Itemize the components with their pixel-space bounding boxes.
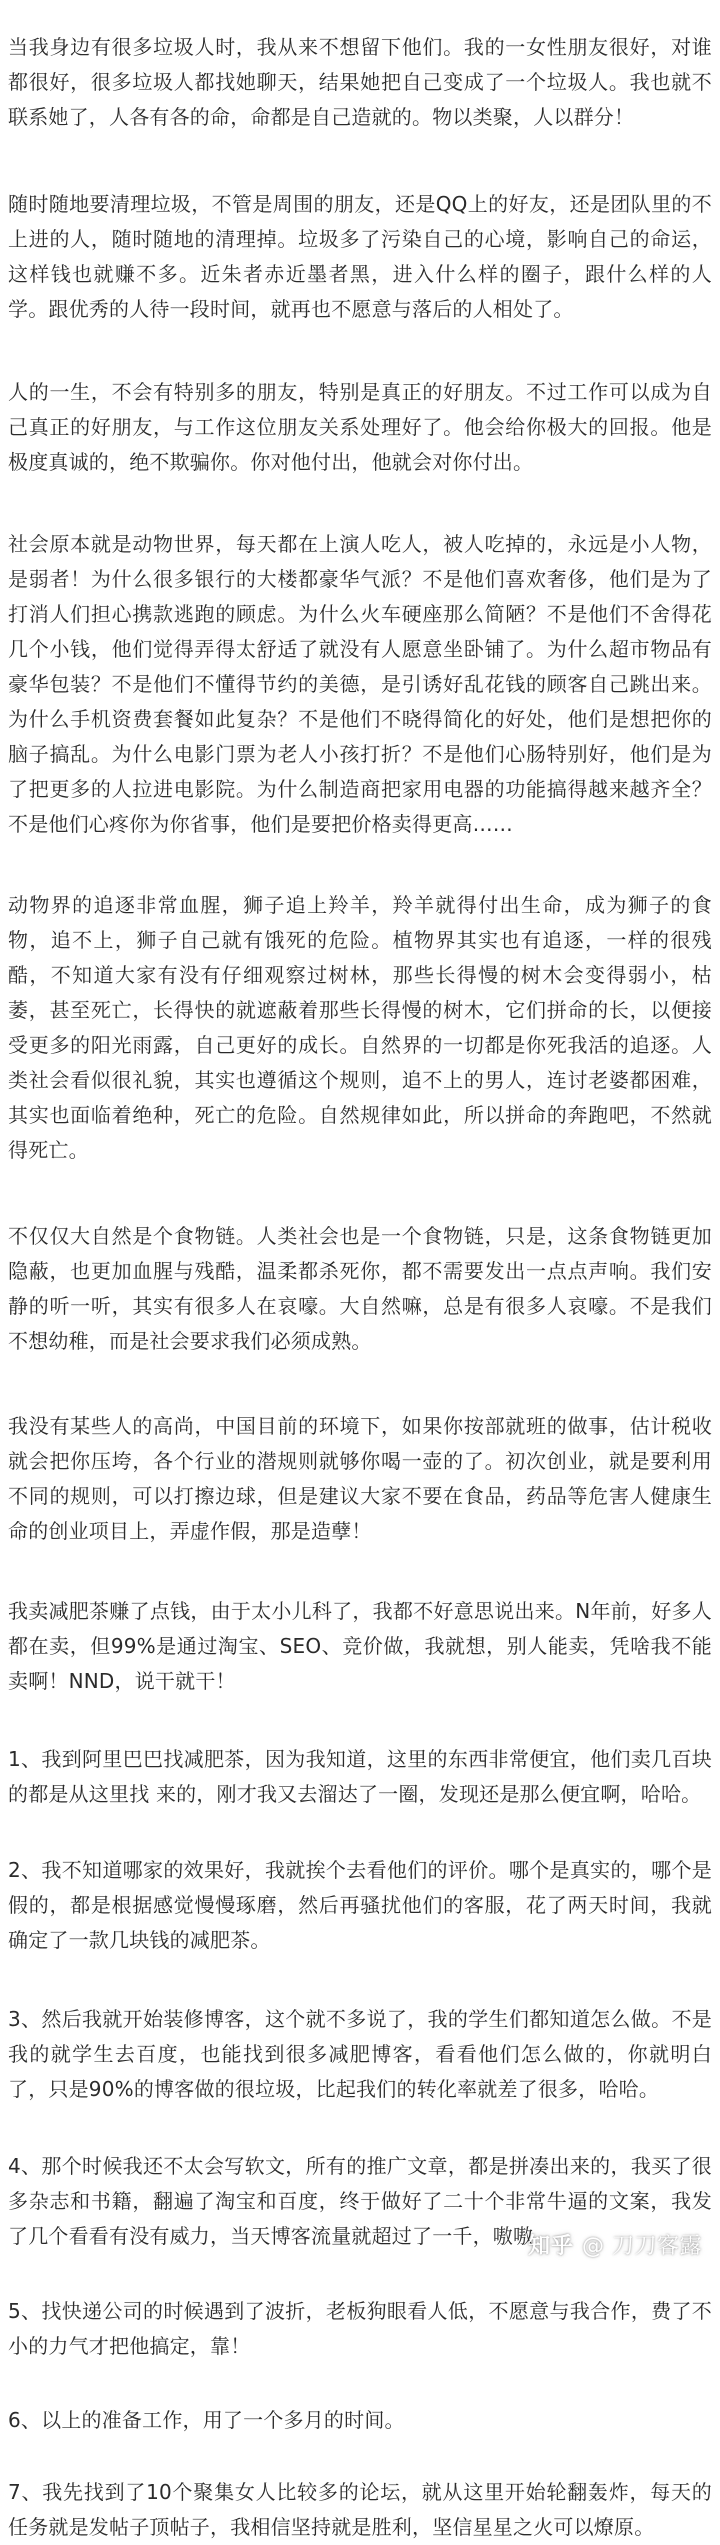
article-paragraph-10: 2、我不知道哪家的效果好，我就挨个去看他们的评价。哪个是真实的，哪个是假的，都是根据感觉慢慢琢磨，然后再骚扰他们的客服，花了两天时间，我就确定了一款几块钱的减肥茶。 <box>8 1858 712 1952</box>
watermark-author: 刀刀客露 <box>611 2234 702 2259</box>
article-paragraph-13: 5、找快递公司的时候遇到了波折，老板狗眼看人低，不愿意与我合作，费了不小的力气才把他搞定，靠！ <box>8 2299 712 2358</box>
article-paragraph-4: 社会原本就是动物世界，每天都在上演人吃人，被人吃掉的，永远是小人物，是弱者！为什么很多银行的大楼都豪华气派？不是他们喜欢奢侈，他们是为了打消人们担心携款逃跑的顾虑。为什么火车硬座那么简陋？不是他们不舍得花几个小钱，他们觉得弄得太舒适了就没有人愿意坐卧铺了。为什么超市物品有豪华包装？不是他们不懂得节约的美德，是引诱好乱花钱的顾客自己跳出来。为什么手机资费套餐如此复杂？不是他们不晓得简化的好处，他们是想把你的脑子搞乱。为什么电影门票为老人小孩打折？不是他们心肠特别好，他们是为了把更多的人拉进电影院。为什么制造商把家用电器的功能搞得越来越齐全？不是他们心疼你为你省事，他们是要把价格卖得更高…… <box>8 532 712 836</box>
article-paragraph-7: 我没有某些人的高尚，中国目前的环境下，如果你按部就班的做事，估计税收就会把你压垮，各个行业的潜规则就够你喝一壶的了。初次创业，就是要利用不同的规则，可以打擦边球，但是建议大家不要在食品，药品等危害人健康生命的创业项目上，弄虚作假，那是造孽！ <box>8 1414 712 1543</box>
article-paragraph-5: 动物界的追逐非常血腥，狮子追上羚羊，羚羊就得付出生命，成为狮子的食物，追不上，狮子自己就有饿死的危险。植物界其实也有追逐，一样的很残酷，不知道大家有没有仔细观察过树林，那些长得慢的树木会变得弱小，枯萎，甚至死亡，长得快的就遮蔽着那些长得慢的树木，它们拼命的长，以便接受更多的阳光雨露，自己更好的成长。自然界的一切都是你死我活的追逐。人类社会看似很礼貌，其实也遵循这个规则，追不上的男人，连讨老婆都困难，其实也面临着绝种，死亡的危险。自然规律如此，所以拼命的奔跑吧，不然就得死亡。 <box>8 893 712 1162</box>
article-paragraph-9: 1、我到阿里巴巴找减肥茶，因为我知道，这里的东西非常便宜，他们卖几百块的都是从这里找 来的，刚才我又去溜达了一圈，发现还是那么便宜啊，哈哈。 <box>8 1747 712 1806</box>
article-paragraph-8: 我卖减肥茶赚了点钱，由于太小儿科了，我都不好意思说出来。N年前，好多人都在卖，但99%是通过淘宝、SEO、竞价做，我就想，别人能卖，凭啥我不能卖啊！NND，说干就干！ <box>8 1599 712 1693</box>
watermark-separator: @ <box>581 2234 604 2259</box>
article-paragraph-6: 不仅仅大自然是个食物链。人类社会也是一个食物链，只是，这条食物链更加隐蔽，也更加血腥与残酷，温柔都杀死你，都不需要发出一点点声响。我们安静的听一听，其实有很多人在哀嚎。大自然嘛，总是有很多人哀嚎。不是我们不想幼稚，而是社会要求我们必须成熟。 <box>8 1224 712 1353</box>
article-paragraph-14: 6、以上的准备工作，用了一个多月的时间。 <box>8 2408 405 2432</box>
watermark-logo: 知乎 <box>527 2234 574 2259</box>
article-paragraph-2: 随时随地要清理垃圾，不管是周围的朋友，还是QQ上的好友，还是团队里的不上进的人，随时随地的清理掉。垃圾多了污染自己的心境，影响自己的命运，这样钱也就赚不多。近朱者赤近墨者黑，进入什么样的圈子，跟什么样的人学。跟优秀的人待一段时间，就再也不愿意与落后的人相处了。 <box>8 192 712 321</box>
zhihu-watermark <box>528 2236 702 2258</box>
article-paragraph-1: 当我身边有很多垃圾人时，我从来不想留下他们。我的一女性朋友很好，对谁都很好，很多垃圾人都找她聊天，结果她把自己变成了一个垃圾人。我也就不联系她了，人各有各的命，命都是自己造就的。物以类聚，人以群分！ <box>8 35 712 129</box>
article-paragraph-3: 人的一生，不会有特别多的朋友，特别是真正的好朋友。不过工作可以成为自己真正的好朋友，与工作这位朋友关系处理好了。他会给你极大的回报。他是极度真诚的，绝不欺骗你。你对他付出，他就会对你付出。 <box>8 380 712 474</box>
article-paragraph-12: 4、那个时候我还不太会写软文，所有的推广文章，都是拼凑出来的，我买了很多杂志和书籍，翻遍了淘宝和百度，终于做好了二十个非常牛逼的文案，我发了几个看看有没有威力，当天博客流量就超过了一千，嗷嗷 <box>8 2154 712 2248</box>
article-paragraph-15: 7、我先找到了10个聚集女人比较多的论坛，就从这里开始轮翻轰炸，每天的任务就是发帖子顶帖子，我相信坚持就是胜利，坚信星星之火可以燎原。 <box>8 2480 712 2539</box>
article-paragraph-11: 3、然后我就开始装修博客，这个就不多说了，我的学生们都知道怎么做。不是我的就学生去百度，也能找到很多减肥博客，看看他们怎么做的，你就明白了，只是90%的博客做的很垃圾，比起我们的转化率就差了很多，哈哈。 <box>8 2007 712 2101</box>
